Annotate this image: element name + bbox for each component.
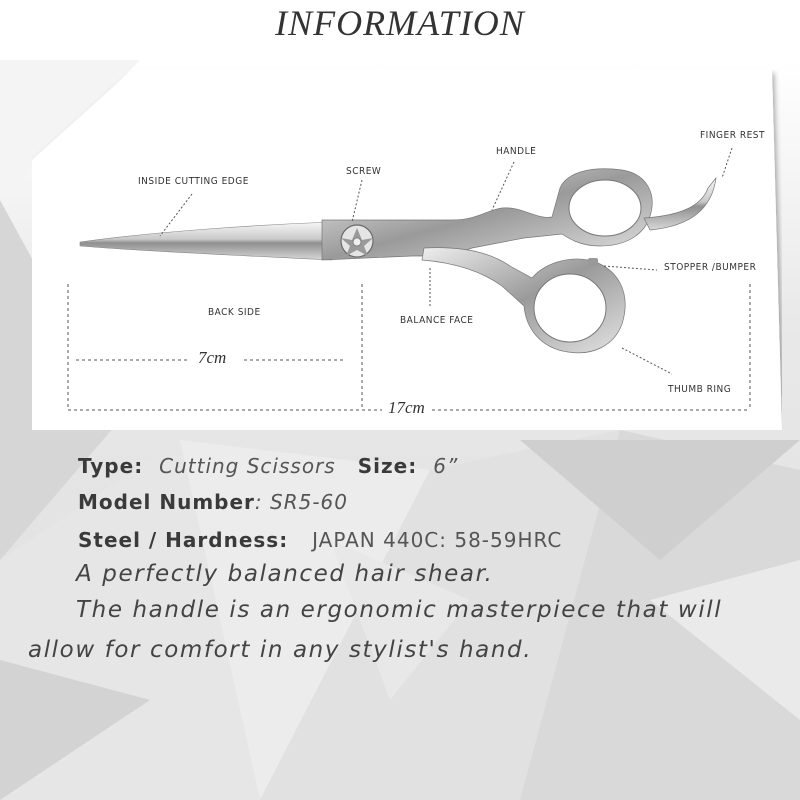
spec-steel-row: Steel / Hardness: JAPAN 440C: 58-59HRC [78,528,563,552]
spec-model-row: Model Number: SR5-60 [78,490,348,514]
dimension-blade-length: 7cm [198,348,227,367]
page-title: INFORMATION [275,3,525,43]
label-screw: SCREW [346,166,382,177]
description-line-3: allow for comfort in any stylist's hand. [28,637,533,663]
label-stopper-bumper: STOPPER /BUMPER [664,262,757,273]
spec-size-label: Size [357,454,409,478]
label-thumb-ring: THUMB RING [668,384,732,395]
description-line-1: A perfectly balanced hair shear. [76,561,494,587]
spec-type-size-row: Type: Cutting Scissors Size: 6” [78,454,459,478]
spec-model-value: SR5-60 [270,490,348,514]
description-line-2: The handle is an ergonomic masterpiece that will [76,597,723,623]
spec-type-label: Type [78,454,135,478]
label-back-side: BACK SIDE [208,307,261,318]
spec-type-value: Cutting Scissors [159,454,336,478]
label-balance-face: BALANCE FACE [400,315,474,326]
dimension-total-length: 17cm [388,398,425,417]
label-finger-rest: FINGER REST [700,130,765,141]
spec-model-label: Model Number [78,490,255,514]
scissors-diagram [32,70,782,430]
finger-ring-hole [569,180,641,236]
label-inside-cutting-edge: INSIDE CUTTING EDGE [138,176,249,187]
label-handle: HANDLE [496,146,537,157]
spec-steel-value: JAPAN 440C: 58-59HRC [312,528,563,552]
spec-size-value: 6” [433,454,459,478]
thumb-ring-hole [534,274,606,342]
product-specs [0,445,800,705]
spec-steel-label: Steel / Hardness [78,528,280,552]
stopper-bumper [588,258,598,266]
scissors-diagram-card [32,70,782,430]
